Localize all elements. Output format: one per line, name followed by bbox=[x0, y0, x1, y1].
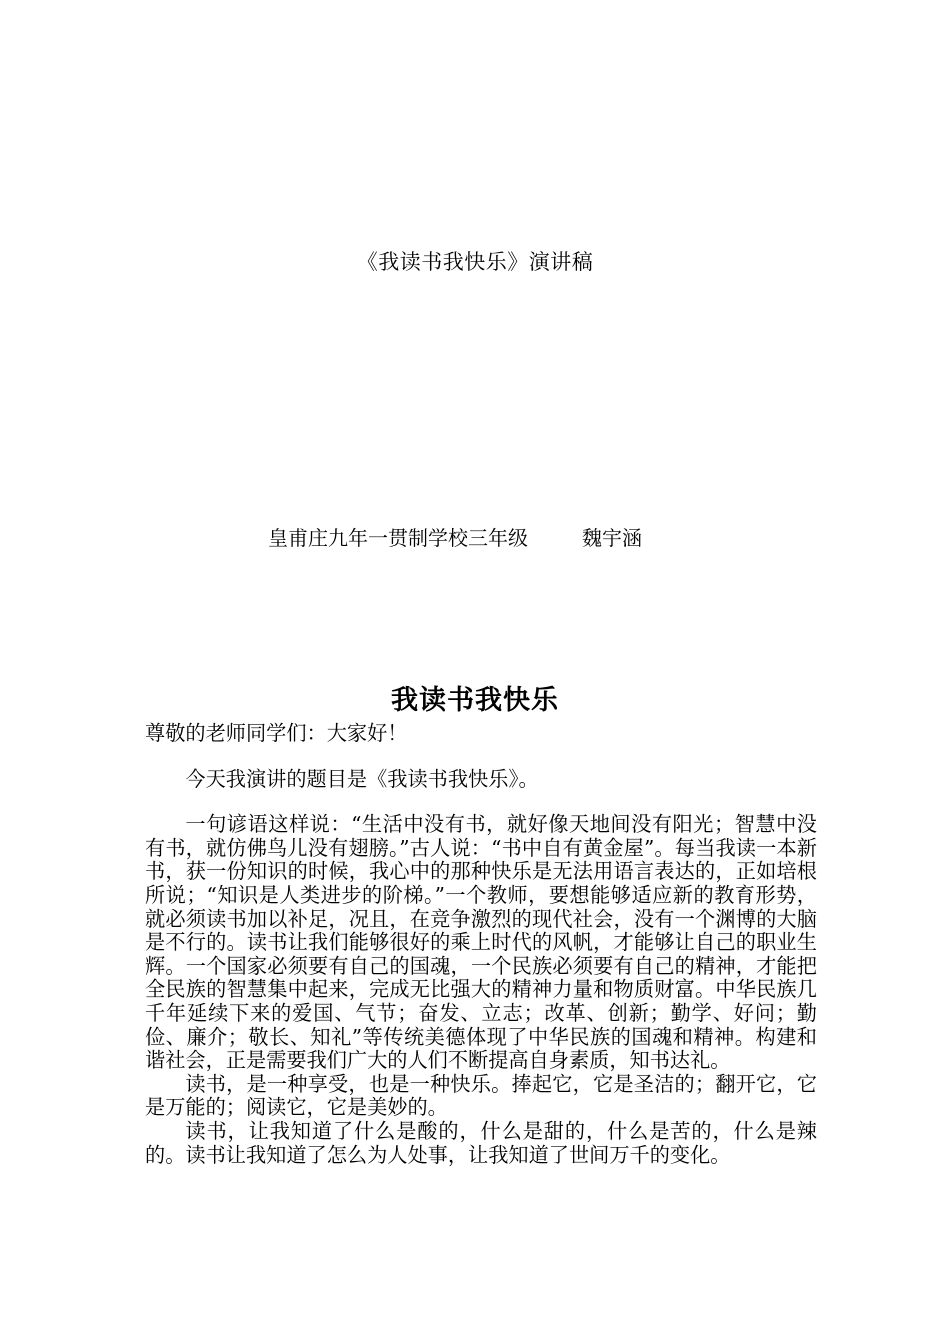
greeting: 尊敬的老师同学们：大家好！ bbox=[145, 721, 408, 745]
speech-title: 我读书我快乐 bbox=[391, 685, 559, 716]
author-name: 魏宇涵 bbox=[582, 526, 642, 550]
paragraph: 读书，是一种享受，也是一种快乐。捧起它，它是圣洁的；翻开它，它是万能的；阅读它，它是美妙的。 bbox=[145, 1071, 817, 1120]
speech-body bbox=[145, 722, 817, 1167]
school-name: 皇甫庄九年一贯制学校三年级 bbox=[268, 526, 528, 550]
paragraph: 一句谚语这样说：“生活中没有书，就好像天地间没有阳光；智慧中没有书，就仿佛鸟儿没有翅膀。”古人说：“书中自有黄金屋”。每当我读一本新书，获一份知识的时候，我心中的那种快乐是无法用语言表达的，正如培根所说；“知识是人类进步的阶梯。”一个教师，要想能够适应新的教育形势，就必须读书加以补足，况且，在竞争激烈的现代社会，没有一个渊博的大脑是不行的。读书让我们能够很好的乘上时代的风帆，才能够让自己的职业生辉。一个国家必须要有自己的国魂，一个民族必须要有自己的精神，才能把全民族的智慧集中起来，完成无比强大的精神力量和物质财富。中华民族几千年延续下来的爱国、气节；奋发、立志；改革、创新；勤学、好问；勤俭、廉介；敬长、知礼”等传统美德体现了中华民族的国魂和精神。构建和谐社会，正是需要我们广大的人们不断提高自身素质，知书达礼。 bbox=[145, 812, 817, 1073]
cover-title: 《我读书我快乐》演讲稿 bbox=[356, 250, 594, 274]
author-line bbox=[268, 522, 642, 551]
paragraph: 今天我演讲的题目是《我读书我快乐》。 bbox=[185, 766, 539, 791]
paragraph: 读书，让我知道了什么是酸的，什么是甜的，什么是苦的，什么是辣的。读书让我知道了怎么为人处事，让我知道了世间万千的变化。 bbox=[145, 1118, 817, 1167]
